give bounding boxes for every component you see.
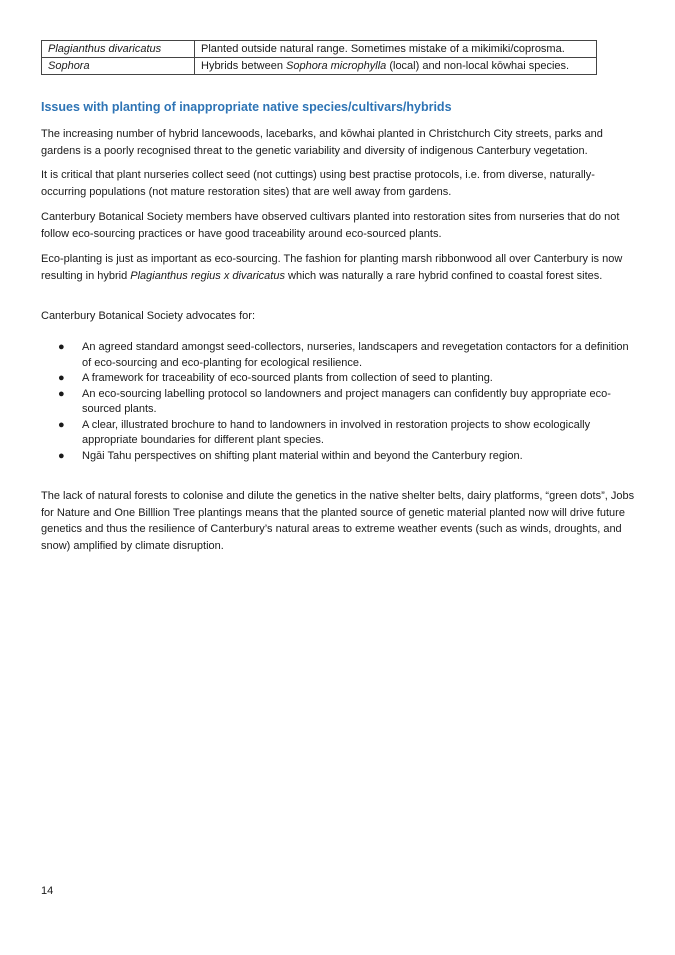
species-table <box>41 40 597 75</box>
paragraph-eco-planting <box>41 251 636 284</box>
description-text: (local) and non-local kōwhai species. <box>386 60 570 72</box>
species-description-cell <box>195 58 597 75</box>
species-italic-text: Plagianthus regius x divaricatus <box>130 269 285 282</box>
list-item <box>58 418 638 449</box>
page-number: 14 <box>41 885 54 897</box>
paragraph-seed-collection: It is critical that plant nurseries collect seed (not cuttings) using best practise protocols, i.e. from diverse, naturally-occurring populations (not mature restoration sites) that are well away from gardens. <box>41 169 595 198</box>
description-text: Hybrids between <box>201 60 286 72</box>
bullet-icon: ● <box>58 449 65 462</box>
advocacy-list <box>58 340 638 464</box>
description-italic-text: Sophora microphylla <box>286 60 387 72</box>
list-item-text: A clear, illustrated brochure to hand to landowners in involved in restoration projects to show ecologically appropriate boundaries for different plant species. <box>82 418 591 446</box>
bullet-icon: ● <box>58 341 65 353</box>
paragraph-text: which was naturally a rare hybrid confined to coastal forest sites. <box>284 269 603 282</box>
paragraph-hybrid-threat: The increasing number of hybrid lancewoods, lacebarks, and kōwhai planted in Christchurch City streets, parks and gardens is a poorly recognised threat to the genetic variability and diversity of indigenous Canterbury vegetation. <box>41 128 603 157</box>
list-item <box>58 340 638 371</box>
species-description-cell <box>195 41 597 58</box>
species-name-cell: Sophora <box>42 58 195 75</box>
bullet-icon: ● <box>58 418 65 431</box>
list-item-text: A framework for traceability of eco-sourced plants from collection of seed to planting. <box>82 372 493 384</box>
section-heading: Issues with planting of inappropriate native species/cultivars/hybrids <box>41 100 452 114</box>
description-text: Planted outside natural range. Sometimes mistake of a mikimiki/coprosma. <box>201 43 565 55</box>
paragraph-advocates-intro: Canterbury Botanical Society advocates for: <box>41 310 256 322</box>
table-row <box>42 41 597 58</box>
list-item-text: An eco-sourcing labelling protocol so landowners and project managers can confidently buy appropriate eco-sourced plants. <box>82 387 611 415</box>
list-item <box>58 371 638 387</box>
list-item <box>58 387 638 418</box>
bullet-icon: ● <box>58 387 65 400</box>
list-item-text: An agreed standard amongst seed-collectors, nurseries, landscapers and revegetation contactors for a definition of eco-sourcing and eco-planting for ecological resilience. <box>82 341 629 369</box>
species-name-cell: Plagianthus divaricatus <box>42 41 195 58</box>
paragraph-cultivars-observed: Canterbury Botanical Society members have observed cultivars planted into restoration sites from nurseries that do not follow eco-sourcing practices or have good traceability around eco-sourced plants. <box>41 211 620 240</box>
list-item <box>58 449 638 465</box>
paragraph-text: Eco-planting is just as important as eco-sourcing. The fashion for planting marsh ribbonwood all over Canterbury is now resulting in hybrid <box>41 253 623 282</box>
table-row <box>42 58 597 75</box>
bullet-icon: ● <box>58 372 65 384</box>
list-item-text: Ngāi Tahu perspectives on shifting plant material within and beyond the Canterbury region. <box>82 449 523 462</box>
paragraph-natural-forests: The lack of natural forests to colonise and dilute the genetics in the native shelter belts, dairy platforms, “green dots”, Jobs for Nature and One Billlion Tree plantings means that the planted source of genetic material planted now will drive future genetics and thus the resilience of Canterbury’s natural areas to extreme weather events (such as winds, droughts, and snow) amplified by climate disruption. <box>41 490 635 552</box>
